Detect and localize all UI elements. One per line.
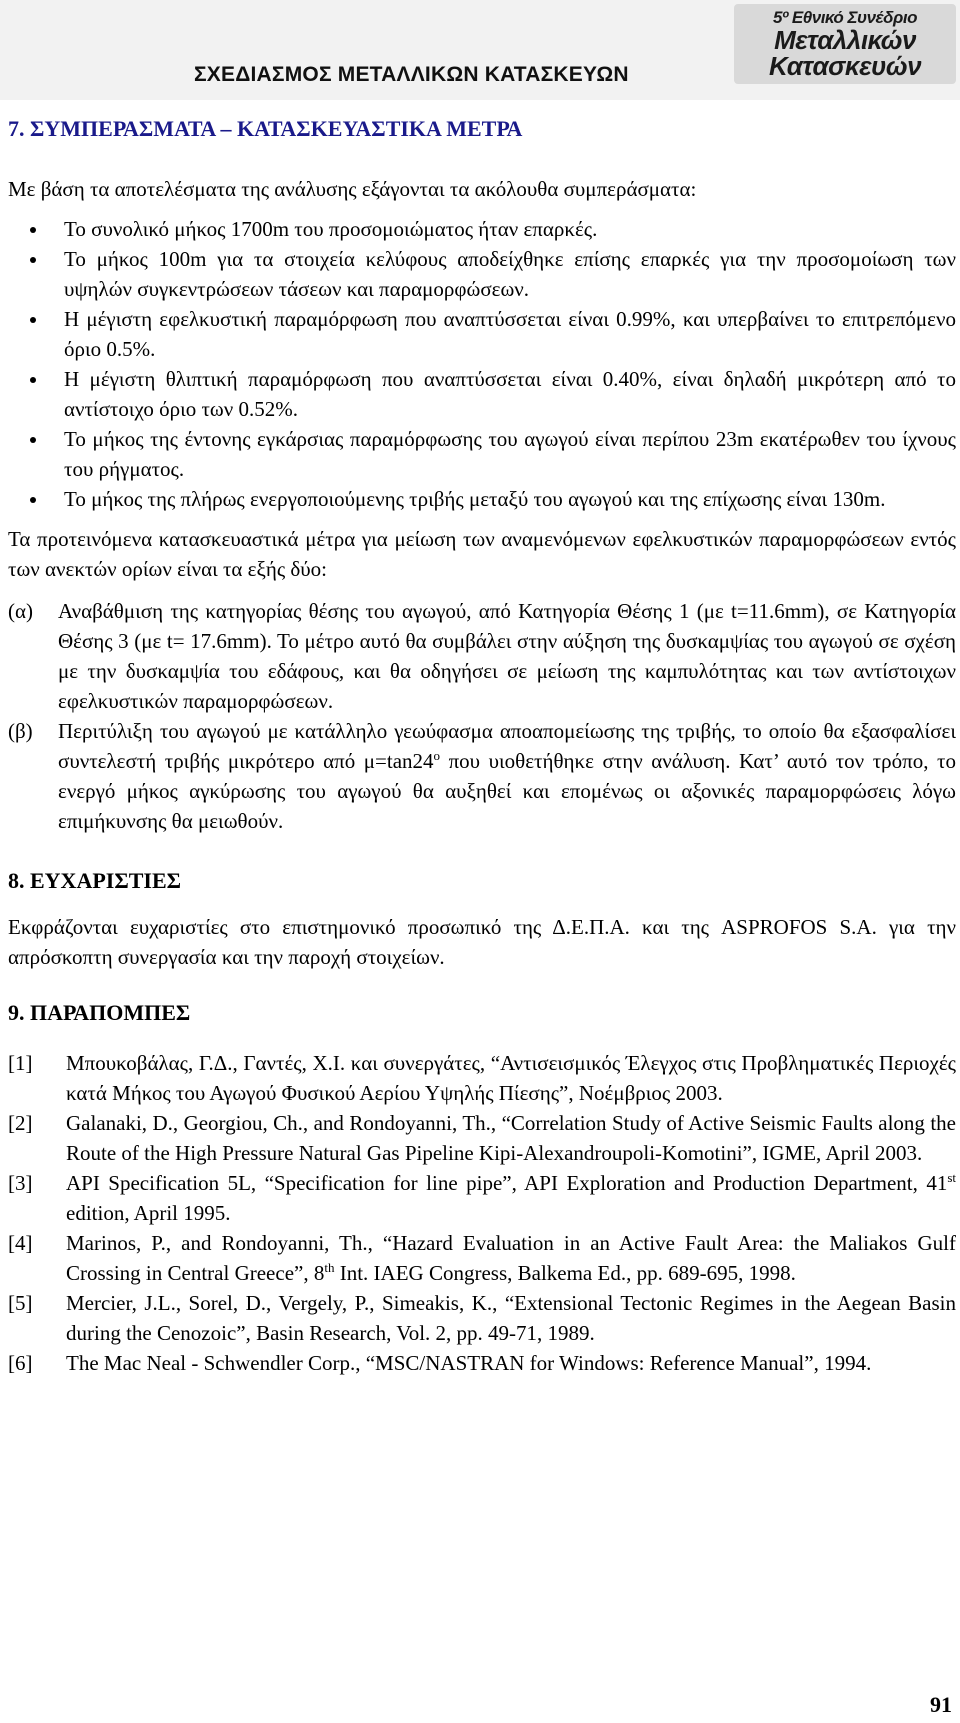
bullet-icon: [30, 377, 36, 383]
list-item: Το μήκος της έντονης εγκάρσιας παραμόρφωσης του αγωγού είναι περίπου 23m εκατέρωθεν του ίχνους του ρήγματος.: [8, 424, 956, 484]
bullet-icon: [30, 317, 36, 323]
logo-line-2: Μεταλλικών: [774, 25, 916, 55]
logo-line-3: Κατασκευών: [768, 51, 922, 81]
section-9-heading: 9. ΠΑΡΑΠΟΜΠΕΣ: [8, 1000, 191, 1025]
bullet-icon: [30, 227, 36, 233]
reference-item: [6] The Mac Neal - Schwendler Corp., “MSC/NASTRAN for Windows: Reference Manual”, 1994.: [8, 1351, 872, 1375]
reference-item: [1] Μπουκοβάλας, Γ.Δ., Γαντές, Χ.Ι. και συνεργάτες, “Αντισεισμικός Έλεγχος στις Προβληματικές Περιοχές κατά Μήκος του Αγωγού Φυσικού Αερίου Υψηλής Πίεσης”, Νοέμβριος 2003.: [8, 1051, 956, 1105]
list-item: Το συνολικό μήκος 1700m του προσομοιώματος ήταν επαρκές.: [8, 214, 956, 244]
measure-a-text: Αναβάθμιση της κατηγορίας θέσης του αγωγού, από Κατηγορία Θέσης 1 (με t=11.6mm), σε Κατηγορία Θέσης 3 (με t= 17.6mm). Το μέτρο αυτό θα συμβάλει στην αύξηση της δυσκαμψίας του αγωγού σε σχέση με την δυσκαμψία του εδάφους, και θα οδηγήσει σε μείωση της καμπυλότητας και των αντίστοιχων εφελκυστικών παραμορφώσεων.: [58, 599, 956, 713]
logo-line-1: 5º Εθνικό Συνέδριο: [773, 8, 917, 27]
bullet-icon: [30, 437, 36, 443]
reference-item: [3] API Specification 5L, “Specification for line pipe”, API Exploration and Production Department, 41st edition, April 1995.: [8, 1170, 956, 1225]
measure-b: [8, 716, 956, 836]
page-number: 91: [930, 1692, 952, 1717]
section-8-heading: 8. ΕΥΧΑΡΙΣΤΙΕΣ: [8, 868, 182, 893]
list-item: Το μήκος της πλήρως ενεργοποιούμενης τριβής μεταξύ του αγωγού και της επίχωσης είναι 130m.: [8, 484, 956, 514]
section-7-heading: 7. ΣΥΜΠΕΡΑΣΜΑΤΑ – ΚΑΤΑΣΚΕΥΑΣΤΙΚΑ ΜΕΤΡΑ: [8, 116, 523, 141]
measures-intro: Τα προτεινόμενα κατασκευαστικά μέτρα για μείωση των αναμενόμενων εφελκυστικών παραμορφώσεων εντός των ανεκτών ορίων είναι τα εξής δύο:: [8, 527, 956, 581]
reference-item: [2] Galanaki, D., Georgiou, Ch., and Rondoyanni, Th., “Correlation Study of Active Seismic Faults along the Route of the High Pressure Natural Gas Pipeline Kipi-Alexandroupoli-Komotini”, IGME, April 2003.: [8, 1111, 956, 1165]
measure-b-text: Περιτύλιξη του αγωγού με κατάλληλο γεωύφασμα αποαπομείωσης της τριβής, το οποίο θα εξασφαλίσει συντελεστή τριβής μικρότερο από $\mu=\tan 24^o$ που υιοθετήθηκε στην ανάλυση. Κατ’ αυτό τον τρόπο, το ενεργό μήκος αγκύρωσης του αγωγού θα αυξηθεί και επομένως οι αξονικές παραμορφώσεις λόγω επιμήκυνσης θα μειωθούν.: [58, 719, 956, 833]
reference-item: [4] Marinos, P., and Rondoyanni, Th., “Hazard Evaluation in an Active Fault Area: the Maliakos Gulf Crossing in Central Greece”, 8th Int. IAEG Congress, Balkema Ed., pp. 689-695, 1998.: [8, 1231, 956, 1285]
conference-logo: [734, 4, 956, 84]
conclusions-intro: Με βάση τα αποτελέσματα της ανάλυσης εξάγονται τα ακόλουθα συμπεράσματα:: [8, 177, 697, 201]
references-list: [8, 1048, 956, 1378]
reference-item: [5] Mercier, J.L., Sorel, D., Vergely, P., Simeakis, K., “Extensional Tectonic Regimes in the Aegean Basin during the Cenozoic”, Basin Research, Vol. 2, pp. 49-71, 1989.: [8, 1291, 956, 1345]
list-item: Η μέγιστη θλιπτική παραμόρφωση που αναπτύσσεται είναι 0.40%, είναι δηλαδή μικρότερη από το αντίστοιχο όριο των 0.52%.: [8, 364, 956, 424]
list-item: Η μέγιστη εφελκυστική παραμόρφωση που αναπτύσσεται είναι 0.99%, και υπερβαίνει το επιτρεπόμενο όριο 0.5%.: [8, 304, 956, 364]
conclusions-list: [8, 214, 956, 514]
running-header-title: ΣΧΕΔΙΑΣΜΟΣ ΜΕΤΑΛΛΙΚΩΝ ΚΑΤΑΣΚΕΥΩΝ: [194, 63, 629, 86]
list-item: Το μήκος 100m για τα στοιχεία κελύφους αποδείχθηκε επίσης επαρκές για την προσομοίωση των υψηλών συγκεντρώσεων τάσεων και παραμορφώσεων.: [8, 244, 956, 304]
bullet-icon: [30, 257, 36, 263]
bullet-icon: [30, 497, 36, 503]
measure-a-label: (α): [8, 599, 33, 623]
measure-a: [8, 596, 956, 716]
measure-b-label: (β): [8, 719, 33, 743]
acknowledgements-text: Εκφράζονται ευχαριστίες στο επιστημονικό προσωπικό της Δ.Ε.Π.Α. και της ASPROFOS S.A. για την απρόσκοπτη συνεργασία και την παροχή στοιχείων.: [8, 915, 956, 969]
page-content: [8, 114, 956, 1378]
